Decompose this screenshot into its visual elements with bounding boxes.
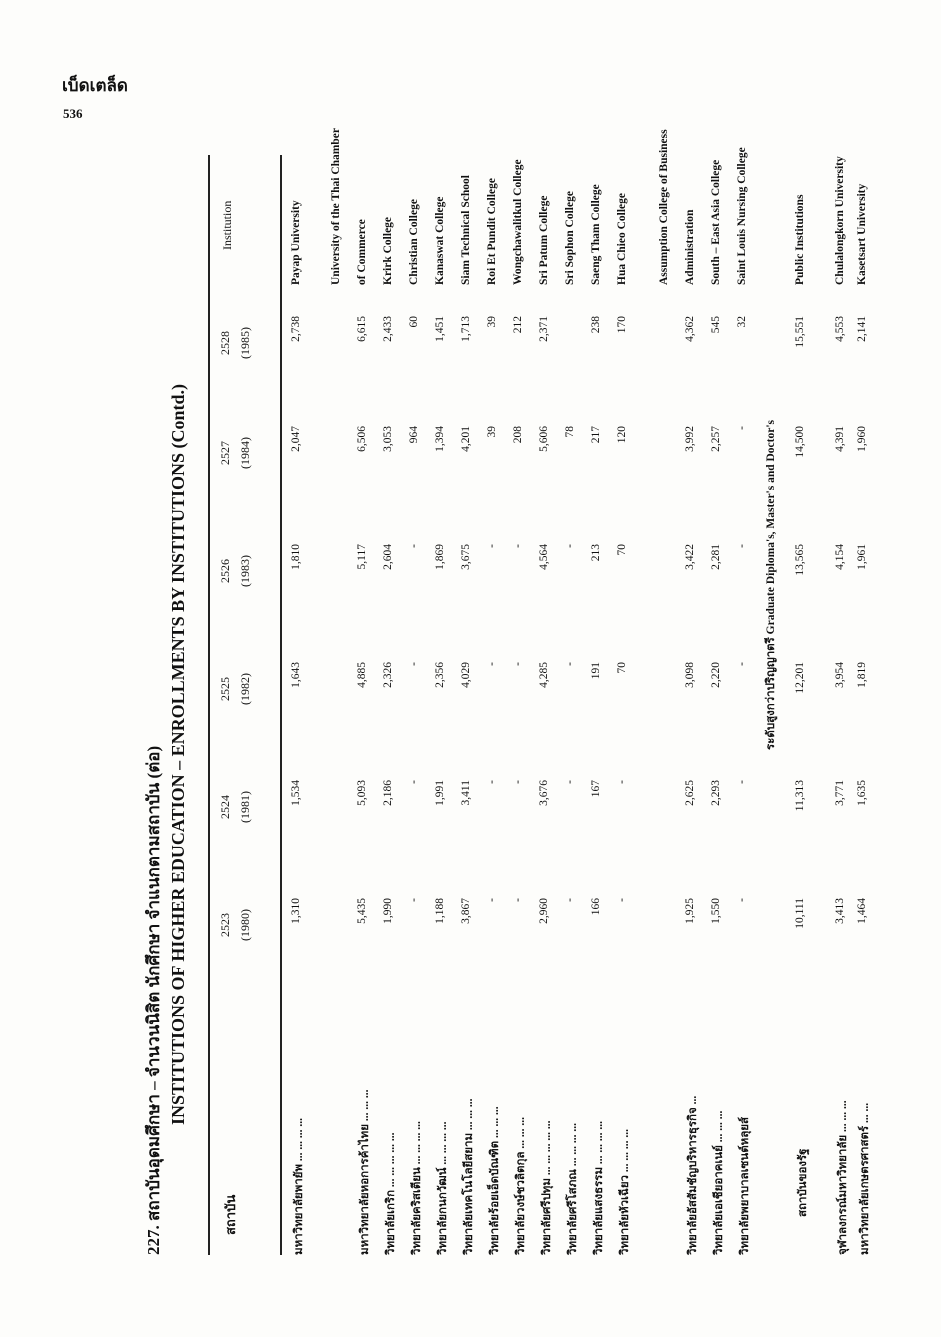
year-be: 2523 <box>218 913 232 937</box>
row-label-thai: วิทยาลัยเกริก ... ... ... ... ... <box>385 1132 397 1255</box>
table-cell: 32 <box>736 316 748 328</box>
row-label-english: Christian College <box>408 199 420 285</box>
table-cell: 3,675 <box>460 544 472 570</box>
page-running-title: เบ็ดเตล็ด <box>62 76 128 95</box>
year-ce: (1984) <box>238 437 252 469</box>
public-label-english: Public Institutions <box>794 194 806 285</box>
row-label-english: Sri Patum College <box>538 195 550 285</box>
row-label-english: Kanaswat College <box>434 196 446 285</box>
header-english: Institution <box>220 200 234 250</box>
table-cell: 1,990 <box>382 898 394 924</box>
table-cell: 1,991 <box>434 780 446 806</box>
year-ce: (1980) <box>238 909 252 941</box>
page-number: 536 <box>63 106 83 121</box>
table-cell: 4,029 <box>460 662 472 688</box>
table-title-english: INSTITUTIONS OF HIGHER EDUCATION – ENROLLMENTS BY INSTITUTIONS (Contd.) <box>168 384 188 1125</box>
table-cell: 1,925 <box>684 898 696 924</box>
row-label-thai: วิทยาลัยศรีโสภณ ... ... ... ... <box>567 1123 579 1255</box>
row-label-english: of Commerce <box>356 219 368 285</box>
table-cell: - <box>616 898 628 902</box>
table-cell: 39 <box>486 316 498 328</box>
row-label-english: Roi Et Pundit College <box>486 177 498 285</box>
year-ce: (1983) <box>238 555 252 587</box>
table-cell: - <box>512 544 524 548</box>
row-label-thai: วิทยาลัยแสงธรรม ... ... ... ... <box>593 1120 605 1255</box>
table-cell: 70 <box>616 662 628 674</box>
table-cell: 78 <box>564 426 576 438</box>
table-cell: 2,433 <box>382 316 394 342</box>
table-cell: - <box>408 544 420 548</box>
top-rule <box>208 155 210 1255</box>
row-label-thai: วิทยาลัยเทคโนโลยีสยาม ... ... ... <box>463 1098 475 1255</box>
year-be: 2526 <box>218 559 232 583</box>
table-cell: 3,098 <box>684 662 696 688</box>
table-cell: 3,992 <box>684 426 696 452</box>
header-thai: สถาบัน <box>223 1194 238 1235</box>
table-cell: 2,186 <box>382 780 394 806</box>
table-cell: - <box>408 898 420 902</box>
row-label-english: Siam Technical School <box>460 175 472 285</box>
row-label-thai: วิทยาลัยศรีปทุม ... ... ... ... ... <box>541 1120 553 1255</box>
row-label-english: Chulalongkorn University <box>834 156 846 285</box>
table-cell: - <box>736 662 748 666</box>
public-total-cell: 10,111 <box>794 898 806 929</box>
table-cell: 3,676 <box>538 780 550 806</box>
table-cell: 4,362 <box>684 316 696 342</box>
table-cell: 3,771 <box>834 780 846 806</box>
table-cell: 4,154 <box>834 544 846 570</box>
table-cell: 1,713 <box>460 316 472 342</box>
table-cell: 4,201 <box>460 426 472 452</box>
table-cell: 1,810 <box>290 544 302 570</box>
table-cell: 4,553 <box>834 316 846 342</box>
row-label-thai: มหาวิทยาลัยเกษตรศาสตร์ ... ... <box>859 1102 871 1255</box>
public-total-cell: 11,313 <box>794 780 806 812</box>
table-cell: 2,293 <box>710 780 722 806</box>
row-label-thai: วิทยาลัยกนกวัฒน์ ... ... ... ... <box>437 1121 449 1255</box>
row-label-english: Saeng Tham College <box>590 184 602 285</box>
table-cell: 1,464 <box>856 898 868 924</box>
table-cell: 3,411 <box>460 780 472 806</box>
table-cell: 4,885 <box>356 662 368 688</box>
table-cell: 2,257 <box>710 426 722 452</box>
rotated-table <box>130 128 871 1255</box>
table-cell: 212 <box>512 316 524 334</box>
table-cell: 964 <box>408 426 420 444</box>
table-cell: 2,047 <box>290 426 302 452</box>
table-cell: - <box>564 898 576 902</box>
row-label-thai: มหาวิทยาลัยหอการค้าไทย ... ... ... <box>359 1089 371 1255</box>
table-cell: - <box>408 780 420 784</box>
row-label-english: Sri Sophon College <box>564 191 576 285</box>
table-cell: - <box>616 780 628 784</box>
table-cell: 5,117 <box>356 544 368 570</box>
table-cell: 2,960 <box>538 898 550 924</box>
table-cell: 3,867 <box>460 898 472 924</box>
row-label-english: Assumption College of Business <box>658 129 670 285</box>
table-cell: - <box>736 780 748 784</box>
section-heading: ระดับสูงกว่าปริญญาตรี Graduate Diploma's, Master's and Doctor's <box>765 419 777 750</box>
table-cell: 1,550 <box>710 898 722 924</box>
header-rule <box>280 155 282 1255</box>
row-label-english: South – East Asia College <box>710 159 722 285</box>
row-label-english: Krirk College <box>382 216 394 285</box>
table-cell: - <box>564 662 576 666</box>
year-be: 2524 <box>218 795 232 819</box>
row-label-english: Wongchawalitkul College <box>512 159 524 285</box>
table-cell: 4,285 <box>538 662 550 688</box>
year-ce: (1985) <box>238 327 252 359</box>
table-cell: 208 <box>512 426 524 444</box>
row-label-thai: วิทยาลัยพยาบาลเซนต์หลุยส์ <box>739 1116 751 1255</box>
table-cell: - <box>486 898 498 902</box>
table-cell: 1,960 <box>856 426 868 452</box>
row-label-thai: วิทยาลัยร้อยเอ็ดบัณฑิต ... ... ... <box>489 1106 501 1255</box>
table-cell: 120 <box>616 426 628 444</box>
table-cell: 3,413 <box>834 898 846 924</box>
public-total-cell: 14,500 <box>794 426 806 458</box>
year-be: 2527 <box>218 441 232 465</box>
table-cell: 2,371 <box>538 316 550 342</box>
table-cell: 2,604 <box>382 544 394 570</box>
table-cell: 170 <box>616 316 628 334</box>
table-cell: 1,188 <box>434 898 446 924</box>
table-cell: 167 <box>590 780 602 798</box>
table-cell: - <box>736 898 748 902</box>
table-cell: - <box>486 662 498 666</box>
year-be: 2525 <box>218 677 232 701</box>
table-title-thai: 227. สถาบันอุดมศึกษา – จำนวนนิสิต นักศึกษา จำแนกตามสถาบัน (ต่อ) <box>144 745 163 1255</box>
table-cell: 5,093 <box>356 780 368 806</box>
row-label-english: Saint Louis Nursing College <box>736 147 748 285</box>
table-cell: 2,738 <box>290 316 302 342</box>
table-cell: 1,534 <box>290 780 302 806</box>
table-cell: 1,869 <box>434 544 446 570</box>
table-cell: 1,819 <box>856 662 868 688</box>
table-cell: - <box>512 780 524 784</box>
row-label-english: University of the Thai Chamber <box>330 128 342 285</box>
table-cell: - <box>486 544 498 548</box>
table-cell: 166 <box>590 898 602 916</box>
table-cell: - <box>512 898 524 902</box>
table-cell: 2,220 <box>710 662 722 688</box>
table-cell: - <box>564 544 576 548</box>
table-cell: - <box>736 544 748 548</box>
table-cell: 1,635 <box>856 780 868 806</box>
table-cell: 545 <box>710 316 722 334</box>
table-cell: 3,422 <box>684 544 696 570</box>
year-ce: (1982) <box>238 673 252 705</box>
table-cell: 5,606 <box>538 426 550 452</box>
year-ce: (1981) <box>238 791 252 823</box>
table-cell: 6,506 <box>356 426 368 452</box>
table-cell: - <box>564 780 576 784</box>
table-cell: 39 <box>486 426 498 438</box>
table-cell: - <box>486 780 498 784</box>
table-cell: 5,435 <box>356 898 368 924</box>
row-label-thai: วิทยาลัยวงษ์ชวลิตกุล ... ... ... <box>515 1117 527 1255</box>
table-cell: 3,954 <box>834 662 846 688</box>
row-label-thai: จุฬาลงกรณ์มหาวิทยาลัย ... ... ... <box>837 1100 849 1255</box>
table-cell: 1,310 <box>290 898 302 924</box>
public-total-cell: 15,551 <box>794 316 806 348</box>
table-cell: - <box>512 662 524 666</box>
table-cell: 191 <box>590 662 602 680</box>
public-label-thai: สถาบันของรัฐ <box>797 1148 809 1217</box>
row-label-thai: วิทยาลัยหัวเฉียว ... ... ... ... <box>619 1128 631 1255</box>
table-cell: 2,625 <box>684 780 696 806</box>
table-cell: 4,391 <box>834 426 846 452</box>
table-cell: 217 <box>590 426 602 444</box>
table-cell: 1,394 <box>434 426 446 452</box>
table-cell: 70 <box>616 544 628 556</box>
row-label-english: Hua Chieo College <box>616 193 628 285</box>
table-cell: 213 <box>590 544 602 562</box>
row-label-english: Payap University <box>290 200 302 285</box>
row-label-thai: วิทยาลัยอัสสัมชัญบริหารธุรกิจ ... <box>687 1095 699 1255</box>
row-label-thai: วิทยาลัยเอเชียอาคเนย์ ... ... ... <box>713 1110 725 1255</box>
table-cell: 3,053 <box>382 426 394 452</box>
table-cell: 4,564 <box>538 544 550 570</box>
table-cell: 238 <box>590 316 602 334</box>
table-cell: 2,326 <box>382 662 394 688</box>
table-cell: 2,281 <box>710 544 722 570</box>
table-cell: 1,961 <box>856 544 868 570</box>
row-label-english: Kasetsart University <box>856 183 868 285</box>
year-be: 2528 <box>218 331 232 355</box>
row-label-thai: วิทยาลัยคริสเตียน ... ... ... ... <box>411 1121 423 1255</box>
row-label-english: Administration <box>684 209 696 285</box>
table-cell: 2,141 <box>856 316 868 342</box>
table-cell: 1,451 <box>434 316 446 342</box>
table-cell: 6,615 <box>356 316 368 342</box>
table-cell: 60 <box>408 316 420 328</box>
public-total-cell: 12,201 <box>794 662 806 694</box>
table-cell: - <box>736 426 748 430</box>
table-cell: 1,643 <box>290 662 302 688</box>
row-label-thai: มหาวิทยาลัยพายัพ ... ... ... ... <box>293 1118 305 1255</box>
table-cell: - <box>408 662 420 666</box>
public-total-cell: 13,565 <box>794 544 806 576</box>
table-cell: 2,356 <box>434 662 446 688</box>
